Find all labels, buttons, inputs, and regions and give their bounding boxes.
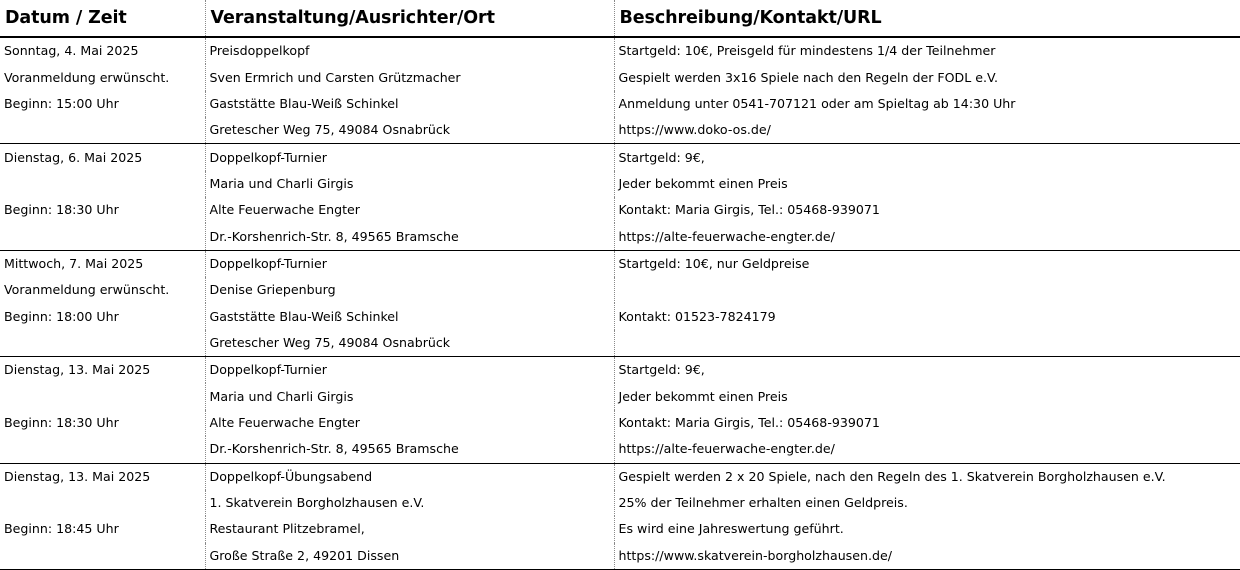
date-time-cell (0, 490, 205, 516)
event-info-cell: Dr.-Korshenrich-Str. 8, 49565 Bramsche (205, 223, 614, 250)
header-description-contact-url: Beschreibung/Kontakt/URL (614, 0, 1240, 37)
table-row (0, 223, 1240, 250)
event-info-cell: Alte Feuerwache Engter (205, 410, 614, 436)
description-cell: Gespielt werden 2 x 20 Spiele, nach den Regeln des 1. Skatverein Borgholzhausen e.V. (614, 463, 1240, 490)
date-time-cell: Dienstag, 6. Mai 2025 (4, 149, 143, 165)
description-cell[interactable]: https://alte-feuerwache-engter.de/ (614, 223, 1240, 250)
date-time-cell: Beginn: 18:45 Uhr (4, 521, 119, 537)
description-cell: Kontakt: Maria Girgis, Tel.: 05468-939071 (614, 410, 1240, 436)
table-row (0, 64, 1240, 90)
table-row (0, 463, 1240, 490)
event-info-cell: Gretescher Weg 75, 49084 Osnabrück (205, 117, 614, 144)
event-info-cell: Alte Feuerwache Engter (205, 197, 614, 223)
date-time-cell (0, 330, 205, 357)
description-cell (614, 277, 1240, 303)
date-time-cell (0, 543, 205, 570)
description-cell (614, 330, 1240, 357)
date-time-cell: Mittwoch, 7. Mai 2025 (4, 255, 144, 271)
table-row (0, 37, 1240, 64)
date-time-cell: Voranmeldung erwünscht. (4, 69, 170, 85)
event-info-cell: Große Straße 2, 49201 Dissen (205, 543, 614, 570)
table-header (0, 0, 1240, 37)
date-time-cell (0, 383, 205, 409)
event-info-cell: Sven Ermrich und Carsten Grützmacher (205, 64, 614, 90)
date-time-cell: Beginn: 18:30 Uhr (4, 414, 119, 430)
date-time-cell: Beginn: 18:00 Uhr (4, 308, 119, 324)
event-info-cell: Denise Griepenburg (205, 277, 614, 303)
description-cell: Anmeldung unter 0541-707121 oder am Spieltag ab 14:30 Uhr (614, 91, 1240, 117)
date-time-cell: Beginn: 18:30 Uhr (4, 202, 119, 218)
table-row (0, 410, 1240, 436)
table-row (0, 171, 1240, 197)
table-row (0, 117, 1240, 144)
event-info-cell: Preisdoppelkopf (205, 37, 614, 64)
header-row (0, 0, 1240, 37)
event-info-cell: Gretescher Weg 75, 49084 Osnabrück (205, 330, 614, 357)
table-row (0, 490, 1240, 516)
date-time-cell (0, 223, 205, 250)
table-row (0, 383, 1240, 409)
description-cell: Startgeld: 9€, (614, 357, 1240, 384)
description-cell: Kontakt: 01523-7824179 (614, 303, 1240, 329)
event-info-cell: Doppelkopf-Turnier (205, 250, 614, 277)
header-date-time: Datum / Zeit (0, 0, 205, 37)
event-info-cell: Doppelkopf-Turnier (205, 144, 614, 171)
table-row (0, 197, 1240, 223)
table-row (0, 250, 1240, 277)
date-time-cell (0, 117, 205, 144)
description-cell: Gespielt werden 3x16 Spiele nach den Regeln der FODL e.V. (614, 64, 1240, 90)
table-body (0, 37, 1240, 569)
table-row (0, 516, 1240, 542)
date-time-cell: Voranmeldung erwünscht. (4, 282, 170, 298)
table-row (0, 543, 1240, 570)
event-info-cell: Doppelkopf-Turnier (205, 357, 614, 384)
table-row (0, 91, 1240, 117)
date-time-cell: Dienstag, 13. Mai 2025 (4, 468, 151, 484)
description-cell: 25% der Teilnehmer erhalten einen Geldpreis. (614, 490, 1240, 516)
date-time-cell: Beginn: 15:00 Uhr (4, 95, 119, 111)
description-cell: Jeder bekommt einen Preis (614, 171, 1240, 197)
description-cell[interactable]: https://www.doko-os.de/ (614, 117, 1240, 144)
header-event-organizer-location: Veranstaltung/Ausrichter/Ort (205, 0, 614, 37)
event-info-cell: Gaststätte Blau-Weiß Schinkel (205, 91, 614, 117)
table-row (0, 357, 1240, 384)
date-time-cell: Sonntag, 4. Mai 2025 (4, 43, 139, 59)
description-cell: Startgeld: 10€, Preisgeld für mindestens 1/4 der Teilnehmer (614, 37, 1240, 64)
event-info-cell: Doppelkopf-Übungsabend (205, 463, 614, 490)
description-cell: Es wird eine Jahreswertung geführt. (614, 516, 1240, 542)
description-cell: Startgeld: 9€, (614, 144, 1240, 171)
event-info-cell: Maria und Charli Girgis (205, 383, 614, 409)
event-info-cell: Restaurant Plitzebramel, (205, 516, 614, 542)
description-cell[interactable]: https://alte-feuerwache-engter.de/ (614, 436, 1240, 463)
date-time-cell (0, 436, 205, 463)
table-row (0, 144, 1240, 171)
date-time-cell (0, 171, 205, 197)
description-cell: Kontakt: Maria Girgis, Tel.: 05468-939071 (614, 197, 1240, 223)
table-row (0, 303, 1240, 329)
event-info-cell: Gaststätte Blau-Weiß Schinkel (205, 303, 614, 329)
event-info-cell: 1. Skatverein Borgholzhausen e.V. (205, 490, 614, 516)
event-info-cell: Maria und Charli Girgis (205, 171, 614, 197)
description-cell[interactable]: https://www.skatverein-borgholzhausen.de/ (614, 543, 1240, 570)
date-time-cell: Dienstag, 13. Mai 2025 (4, 362, 151, 378)
table-row (0, 277, 1240, 303)
description-cell: Jeder bekommt einen Preis (614, 383, 1240, 409)
event-info-cell: Dr.-Korshenrich-Str. 8, 49565 Bramsche (205, 436, 614, 463)
table-row (0, 436, 1240, 463)
table-row (0, 330, 1240, 357)
description-cell: Startgeld: 10€, nur Geldpreise (614, 250, 1240, 277)
